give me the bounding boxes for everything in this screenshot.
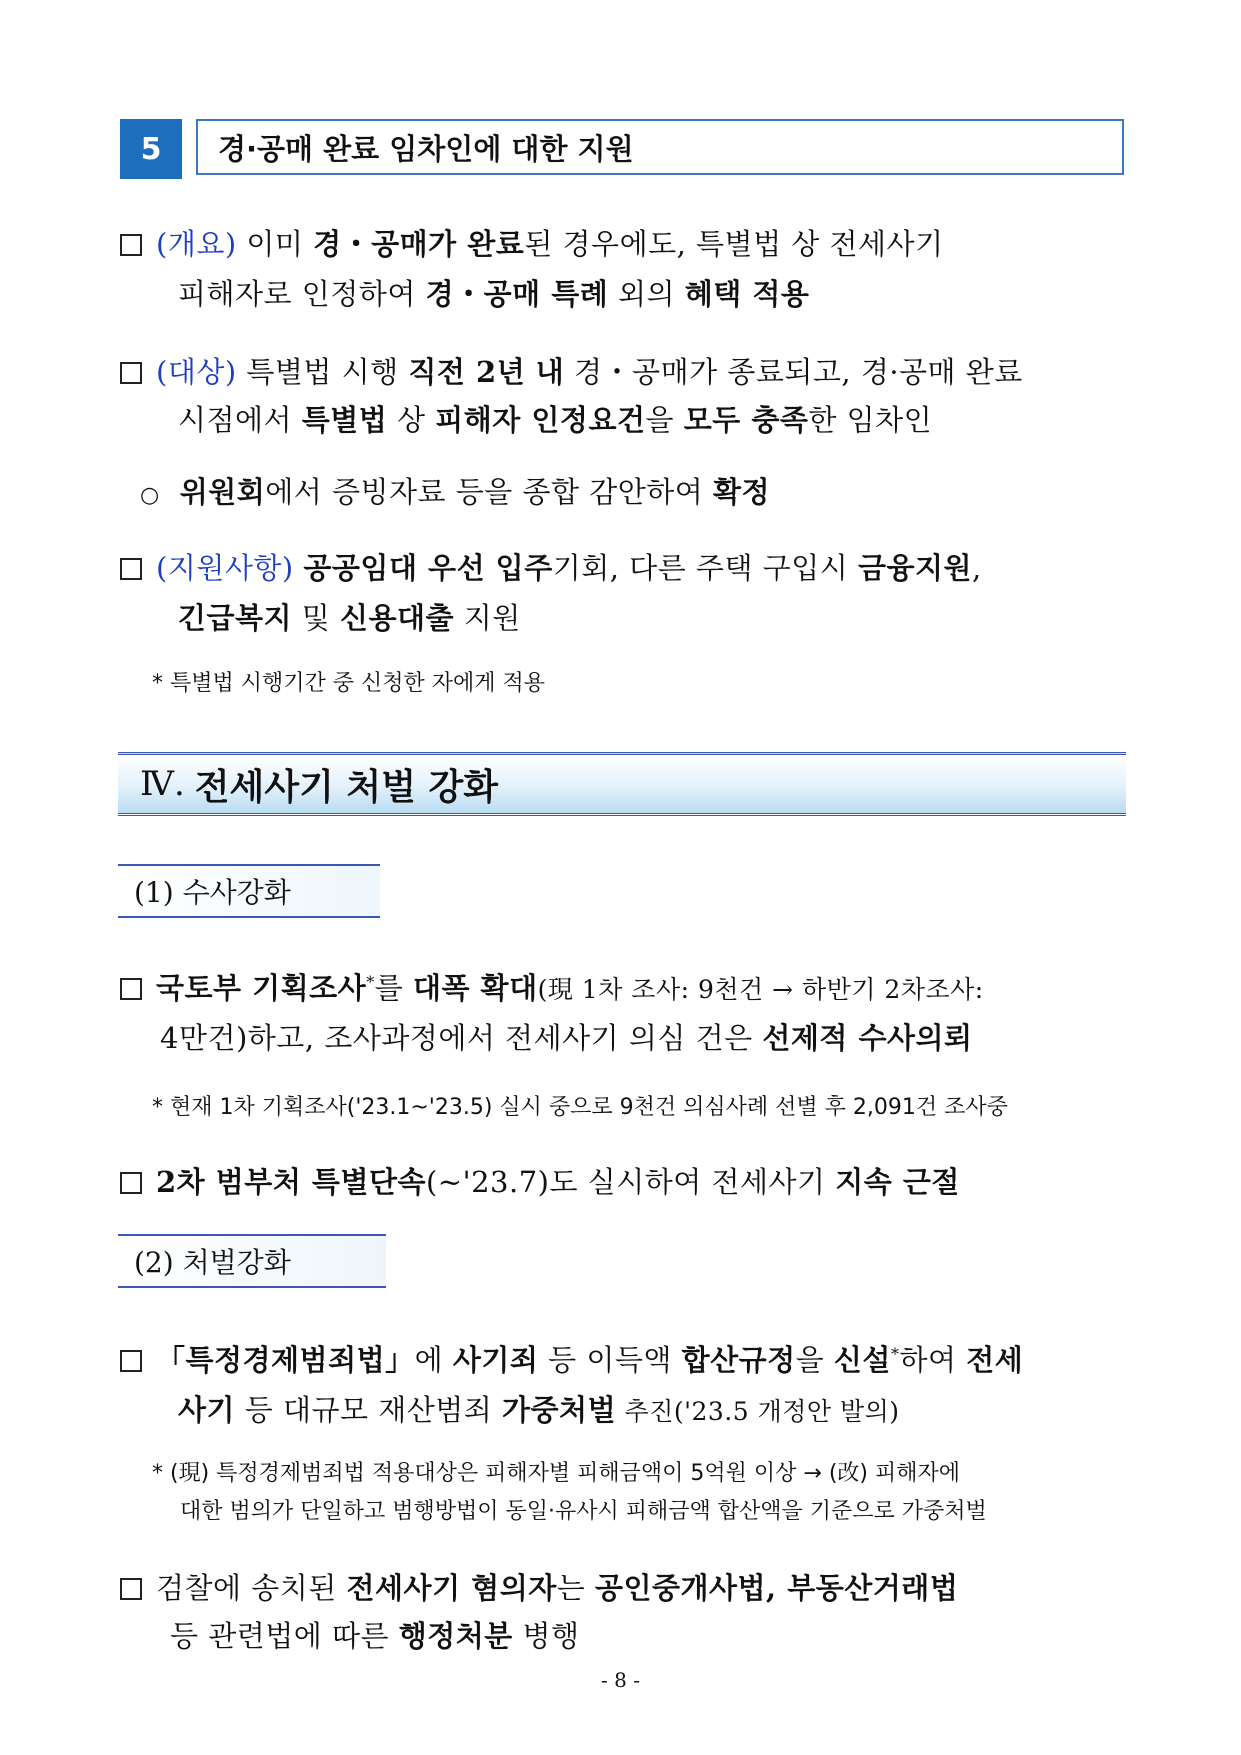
bold-text: 특별법 <box>301 403 388 437</box>
footnote-star: * <box>366 972 375 992</box>
checkbox-square-icon <box>120 234 142 256</box>
bold-text: 행정처분 <box>398 1619 513 1653</box>
admin-line-1 <box>120 1566 958 1607</box>
punishment-footnote-1: * (現) 특정경제범죄법 적용대상은 피해자별 피해금액이 5억원 이상 → (改) 피해자에 <box>152 1461 961 1486</box>
bold-text: 직전 2년 내 <box>408 355 565 389</box>
subsection-title: (1) 수사강화 <box>134 876 291 909</box>
target-label: (대상) <box>156 355 237 389</box>
bold-text: 사기 <box>178 1393 236 1427</box>
punishment-line-1 <box>120 1338 1023 1379</box>
support-line-1 <box>120 546 982 587</box>
section-title-box <box>196 119 1124 175</box>
text: 을 <box>795 1343 834 1377</box>
chapter-banner <box>118 752 1126 816</box>
chapter-number: Ⅳ. <box>140 764 185 804</box>
checkbox-square-icon <box>120 558 142 580</box>
bold-text: 공인중개사법, 부동산거래법 <box>594 1571 959 1605</box>
text: 에 <box>414 1343 453 1377</box>
bold-text: 지속 근절 <box>835 1165 960 1199</box>
section-title: 경·공매 완료 임차인에 대한 지원 <box>218 131 634 166</box>
bold-text: 모두 충족 <box>683 403 809 437</box>
subsection-box-1 <box>118 864 380 918</box>
support-footnote: * 특별법 시행기간 중 신청한 자에게 적용 <box>152 671 545 696</box>
bold-text: 확정 <box>713 475 771 509</box>
bold-text: 선제적 수사의뢰 <box>762 1021 973 1055</box>
bold-text: 「특정경제범죄법」 <box>156 1343 415 1377</box>
text: 외의 <box>608 277 685 311</box>
bold-text: 합산규정 <box>681 1343 796 1377</box>
investigation-line-1 <box>120 966 984 1007</box>
bold-text: 신용대출 <box>340 601 455 635</box>
punishment-footnote-2: 대한 범의가 단일하고 범행방법이 동일·유사시 피해금액 합산액을 기준으로 가중처벌 <box>180 1499 987 1524</box>
bold-text: 2차 범부처 특별단속 <box>156 1165 426 1199</box>
bold-text: 금융지원 <box>857 551 972 585</box>
target-line-2 <box>178 398 932 439</box>
text: 는 <box>556 1571 595 1605</box>
bold-text: 긴급복지 <box>178 601 293 635</box>
text: 등 관련법에 따른 <box>170 1619 399 1653</box>
investigation-footnote: * 현재 1차 기획조사('23.1~'23.5) 실시 중으로 9천건 의심사례 선별 후 2,091건 조사중 <box>152 1095 1008 1120</box>
chapter-title: 전세사기 처벌 강화 <box>194 766 499 808</box>
text: 등 이득액 <box>538 1343 682 1377</box>
text: (~'23.7)도 실시하여 전세사기 <box>425 1165 836 1199</box>
text: 된 경우에도, 특별법 상 전세사기 <box>524 227 944 261</box>
text: 추진('23.5 개정안 발의) <box>616 1397 900 1426</box>
bold-text: 혜택 적용 <box>684 277 810 311</box>
text: 시점에서 <box>178 403 302 437</box>
checkbox-square-icon <box>120 362 142 384</box>
text: 피해자로 인정하여 <box>178 277 426 311</box>
bold-text: 경・공매가 완료 <box>313 227 525 261</box>
overview-line-1 <box>120 222 944 263</box>
support-label: (지원사항) <box>156 551 294 585</box>
text: 에서 증빙자료 등을 종합 감안하여 <box>265 475 714 509</box>
bold-text: 신설 <box>833 1343 891 1377</box>
bold-text: 피해자 인정요건 <box>435 403 646 437</box>
bold-text: 전세사기 혐의자 <box>346 1571 557 1605</box>
section-number-badge: 5 <box>120 119 182 179</box>
overview-line-2 <box>178 272 809 313</box>
bold-text: 위원회 <box>179 475 266 509</box>
text: 경・공매가 종료되고, 경·공매 완료 <box>564 355 1023 389</box>
checkbox-square-icon <box>120 1578 142 1600</box>
text: 를 <box>374 971 413 1005</box>
text: 및 <box>292 601 341 635</box>
bold-text: 가중처벌 <box>502 1393 617 1427</box>
text: 한 임차인 <box>808 403 933 437</box>
target-line-1 <box>120 350 1023 391</box>
bold-text: 국토부 기획조사 <box>156 971 367 1005</box>
text: 을 <box>645 403 684 437</box>
text: 지원 <box>454 601 521 635</box>
text: 하여 <box>899 1343 967 1377</box>
text: 특별법 시행 <box>236 355 409 389</box>
subsection-box-2 <box>118 1234 386 1288</box>
punishment-line-2 <box>178 1388 900 1429</box>
text: , <box>972 551 982 585</box>
investigation-line-2 <box>160 1016 973 1057</box>
committee-line <box>140 470 770 511</box>
crackdown-line <box>120 1160 960 1201</box>
bold-text: 공공임대 우선 입주 <box>303 551 553 585</box>
circle-bullet-icon: ○ <box>140 483 160 508</box>
admin-line-2 <box>170 1614 580 1655</box>
text: 검찰에 송치된 <box>156 1571 347 1605</box>
checkbox-square-icon <box>120 978 142 1000</box>
bold-text: 전세 <box>966 1343 1024 1377</box>
text: (現 1차 조사: 9천건 → 하반기 2차조사: <box>537 975 984 1004</box>
text: 기회, 다른 주택 구입시 <box>552 551 858 585</box>
text: 등 대규모 재산범죄 <box>235 1393 503 1427</box>
text: 상 <box>387 403 436 437</box>
text: 병행 <box>512 1619 580 1653</box>
bold-text: 사기죄 <box>452 1343 539 1377</box>
page-number: - 8 - <box>601 1668 640 1692</box>
bold-text: 경・공매 특례 <box>425 277 609 311</box>
bold-text: 대폭 확대 <box>412 971 538 1005</box>
checkbox-square-icon <box>120 1350 142 1372</box>
overview-label: (개요) <box>156 227 237 261</box>
checkbox-square-icon <box>120 1172 142 1194</box>
support-line-2 <box>178 596 521 637</box>
text: 이미 <box>236 227 314 261</box>
subsection-title: (2) 처벌강화 <box>134 1246 291 1279</box>
footnote-star: * <box>890 1344 900 1364</box>
text: 4만건)하고, 조사과정에서 전세사기 의심 건은 <box>160 1021 763 1055</box>
